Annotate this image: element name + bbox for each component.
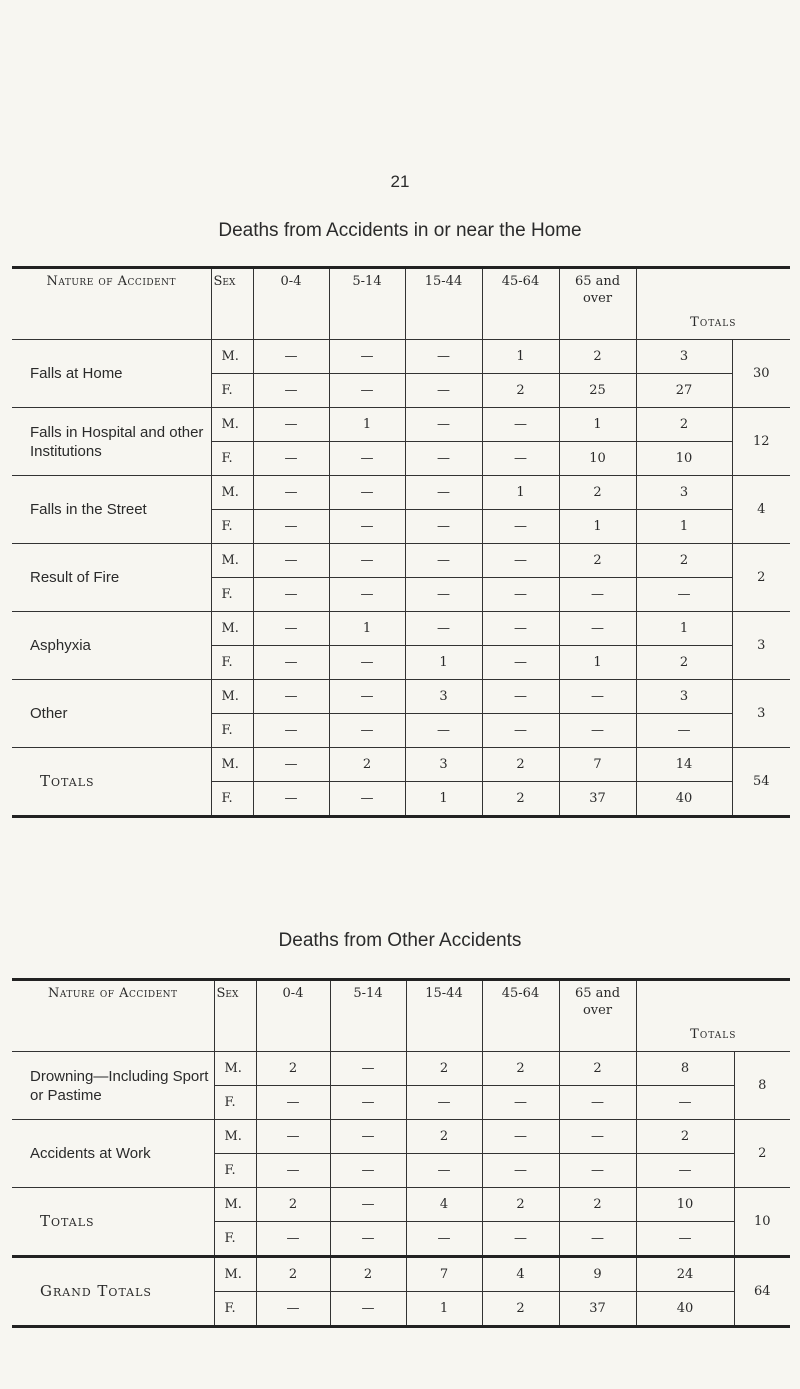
accident-nature: Drowning—Including Sport or Pastime — [12, 1052, 214, 1120]
sex-cell: F. — [211, 510, 253, 544]
age-value-cell: — — [406, 1154, 482, 1188]
age-header: 5-14 — [330, 980, 406, 1052]
age-value-cell: — — [330, 1086, 406, 1120]
age-value-cell: 1 — [405, 782, 482, 817]
nature-header: Nature of Accident — [12, 980, 214, 1052]
age-value-cell: — — [329, 340, 405, 374]
nature-header: Nature of Accident — [12, 268, 211, 340]
age-value-cell: — — [329, 782, 405, 817]
age-value-cell: — — [253, 680, 329, 714]
sex-cell: M. — [214, 1188, 256, 1222]
grand-sex-total-cell: 24 — [636, 1257, 734, 1292]
age-value-cell: — — [253, 510, 329, 544]
table-row — [12, 408, 790, 442]
header-row — [12, 980, 790, 1052]
age-value-cell: — — [405, 612, 482, 646]
age-value-cell: — — [482, 612, 559, 646]
age-value-cell: — — [559, 612, 636, 646]
age-value-cell: — — [559, 680, 636, 714]
sex-cell: F. — [211, 646, 253, 680]
grand-age-value-cell: 2 — [482, 1292, 559, 1327]
age-header: 15-44 — [405, 268, 482, 340]
age-value-cell: 1 — [329, 408, 405, 442]
age-value-cell: 2 — [482, 748, 559, 782]
age-value-cell: — — [559, 1086, 636, 1120]
age-header: 65 and over — [559, 980, 636, 1052]
age-value-cell: — — [253, 578, 329, 612]
age-value-cell: 2 — [482, 374, 559, 408]
grand-age-value-cell: 9 — [559, 1257, 636, 1292]
accident-nature: Accidents at Work — [12, 1120, 214, 1188]
table-row — [12, 680, 790, 714]
age-value-cell: 2 — [559, 476, 636, 510]
table-row — [12, 544, 790, 578]
sex-total-cell: 2 — [636, 646, 732, 680]
age-value-cell: — — [482, 1086, 559, 1120]
age-value-cell: — — [329, 442, 405, 476]
age-value-cell: — — [256, 1154, 330, 1188]
sex-cell: F. — [211, 782, 253, 817]
category-total-cell: 10 — [734, 1188, 790, 1257]
sex-total-cell: 8 — [636, 1052, 734, 1086]
category-total-cell: 3 — [732, 680, 790, 748]
table-row — [12, 748, 790, 782]
age-value-cell: 2 — [406, 1120, 482, 1154]
sex-cell: M. — [214, 1052, 256, 1086]
accident-nature: Result of Fire — [12, 544, 211, 612]
age-value-cell: 4 — [406, 1188, 482, 1222]
age-value-cell: — — [559, 1154, 636, 1188]
age-value-cell: — — [253, 646, 329, 680]
sex-total-cell: 40 — [636, 782, 732, 817]
age-value-cell: 1 — [559, 510, 636, 544]
sex-total-cell: 1 — [636, 612, 732, 646]
age-value-cell: — — [482, 544, 559, 578]
sex-total-cell: 2 — [636, 1120, 734, 1154]
age-value-cell: — — [405, 408, 482, 442]
header-row — [12, 268, 790, 340]
age-value-cell: — — [329, 510, 405, 544]
age-value-cell: 1 — [329, 612, 405, 646]
sex-total-cell: 2 — [636, 544, 732, 578]
age-value-cell: — — [253, 612, 329, 646]
sex-total-cell: 14 — [636, 748, 732, 782]
sex-cell: F. — [211, 578, 253, 612]
sex-cell: M. — [211, 680, 253, 714]
sex-cell: F. — [214, 1292, 256, 1327]
age-value-cell: — — [253, 544, 329, 578]
age-value-cell: — — [559, 1120, 636, 1154]
age-value-cell: 3 — [405, 748, 482, 782]
age-value-cell: — — [482, 408, 559, 442]
age-value-cell: — — [406, 1086, 482, 1120]
age-value-cell: 2 — [559, 544, 636, 578]
age-value-cell: — — [329, 646, 405, 680]
age-value-cell: — — [405, 510, 482, 544]
grand-age-value-cell: 4 — [482, 1257, 559, 1292]
grand-age-value-cell: — — [256, 1292, 330, 1327]
sex-header: Sex — [214, 980, 256, 1052]
age-value-cell: — — [559, 1222, 636, 1257]
age-value-cell: 10 — [559, 442, 636, 476]
grand-age-value-cell: 1 — [406, 1292, 482, 1327]
age-value-cell: — — [253, 714, 329, 748]
age-value-cell: — — [256, 1222, 330, 1257]
category-total-cell: 4 — [732, 476, 790, 544]
grand-total-row — [12, 1257, 790, 1292]
age-header: 5-14 — [329, 268, 405, 340]
age-value-cell: — — [329, 374, 405, 408]
age-header: 65 and over — [559, 268, 636, 340]
age-value-cell: — — [329, 476, 405, 510]
sex-cell: F. — [211, 442, 253, 476]
sex-total-cell: 3 — [636, 476, 732, 510]
age-value-cell: — — [482, 1120, 559, 1154]
category-total-cell: 30 — [732, 340, 790, 408]
sex-total-cell: — — [636, 1222, 734, 1257]
age-value-cell: — — [405, 442, 482, 476]
sex-total-cell: — — [636, 714, 732, 748]
age-header: 15-44 — [406, 980, 482, 1052]
age-value-cell: — — [329, 680, 405, 714]
accident-nature: Other — [12, 680, 211, 748]
accident-nature: Totals — [12, 1188, 214, 1257]
grand-age-value-cell: 37 — [559, 1292, 636, 1327]
age-value-cell: — — [482, 646, 559, 680]
sex-total-cell: — — [636, 1086, 734, 1120]
accident-nature: Totals — [12, 748, 211, 817]
sex-total-cell: 10 — [636, 1188, 734, 1222]
age-value-cell: 37 — [559, 782, 636, 817]
age-value-cell: — — [253, 340, 329, 374]
sex-cell: M. — [211, 476, 253, 510]
page-number: 21 — [390, 172, 410, 191]
age-header: 45-64 — [482, 980, 559, 1052]
grand-age-value-cell: 2 — [330, 1257, 406, 1292]
other-accidents-table — [12, 978, 790, 1328]
table-row — [12, 476, 790, 510]
age-value-cell: — — [405, 544, 482, 578]
sex-cell: F. — [214, 1086, 256, 1120]
sex-total-cell: — — [636, 578, 732, 612]
age-value-cell: — — [253, 782, 329, 817]
age-value-cell: — — [330, 1052, 406, 1086]
age-value-cell: — — [329, 544, 405, 578]
age-value-cell: 25 — [559, 374, 636, 408]
category-total-cell: 12 — [732, 408, 790, 476]
totals-header: Totals — [690, 315, 737, 330]
age-value-cell: 2 — [559, 1052, 636, 1086]
age-value-cell: — — [329, 578, 405, 612]
age-value-cell: — — [482, 510, 559, 544]
age-value-cell: 2 — [482, 1052, 559, 1086]
age-value-cell: — — [559, 714, 636, 748]
age-value-cell: 2 — [256, 1052, 330, 1086]
sex-total-cell: — — [636, 1154, 734, 1188]
sex-cell: F. — [211, 374, 253, 408]
category-total-cell: 2 — [734, 1120, 790, 1188]
age-value-cell: — — [330, 1154, 406, 1188]
sex-total-cell: 1 — [636, 510, 732, 544]
table-row — [12, 1188, 790, 1222]
sex-total-cell: 27 — [636, 374, 732, 408]
age-value-cell: 1 — [482, 340, 559, 374]
sex-cell: F. — [214, 1154, 256, 1188]
sex-cell: M. — [214, 1257, 256, 1292]
sex-total-cell: 10 — [636, 442, 732, 476]
accident-nature: Falls in Hospital and other Institutions — [12, 408, 211, 476]
age-value-cell: — — [482, 1154, 559, 1188]
age-value-cell: 2 — [559, 340, 636, 374]
category-total-cell: 2 — [732, 544, 790, 612]
age-value-cell: 1 — [559, 646, 636, 680]
sex-total-cell: 3 — [636, 680, 732, 714]
grand-total-cell: 64 — [734, 1257, 790, 1327]
table-row — [12, 612, 790, 646]
age-value-cell: — — [482, 1222, 559, 1257]
age-value-cell: — — [253, 374, 329, 408]
grand-totals-label: Grand Totals — [12, 1257, 214, 1327]
age-header: 0-4 — [253, 268, 329, 340]
age-value-cell: 2 — [256, 1188, 330, 1222]
age-value-cell: — — [405, 578, 482, 612]
age-value-cell: 1 — [559, 408, 636, 442]
age-value-cell: — — [329, 714, 405, 748]
sex-cell: M. — [211, 748, 253, 782]
sex-total-cell: 3 — [636, 340, 732, 374]
age-value-cell: — — [482, 442, 559, 476]
age-value-cell: — — [405, 374, 482, 408]
sex-cell: M. — [211, 340, 253, 374]
accident-nature: Asphyxia — [12, 612, 211, 680]
sex-cell: M. — [214, 1120, 256, 1154]
sex-cell: F. — [211, 714, 253, 748]
age-value-cell: 7 — [559, 748, 636, 782]
sex-cell: M. — [211, 612, 253, 646]
age-value-cell: 2 — [559, 1188, 636, 1222]
age-value-cell: — — [559, 578, 636, 612]
grand-age-value-cell: 7 — [406, 1257, 482, 1292]
age-value-cell: — — [253, 408, 329, 442]
age-header: 0-4 — [256, 980, 330, 1052]
age-value-cell: — — [406, 1222, 482, 1257]
age-value-cell: — — [253, 748, 329, 782]
age-value-cell: — — [253, 442, 329, 476]
age-value-cell: 1 — [405, 646, 482, 680]
table-row — [12, 340, 790, 374]
sex-cell: M. — [211, 544, 253, 578]
sex-total-cell: 2 — [636, 408, 732, 442]
age-value-cell: — — [482, 578, 559, 612]
table-row — [12, 1120, 790, 1154]
age-value-cell: — — [482, 714, 559, 748]
home-accidents-table — [12, 266, 790, 818]
age-value-cell: — — [330, 1222, 406, 1257]
accident-nature: Falls in the Street — [12, 476, 211, 544]
table-row — [12, 1052, 790, 1086]
other-accidents-title: Deaths from Other Accidents — [278, 930, 522, 951]
sex-cell: F. — [214, 1222, 256, 1257]
age-value-cell: 2 — [329, 748, 405, 782]
grand-sex-total-cell: 40 — [636, 1292, 734, 1327]
age-value-cell: — — [482, 680, 559, 714]
age-value-cell: 1 — [482, 476, 559, 510]
age-value-cell: 3 — [405, 680, 482, 714]
grand-age-value-cell: 2 — [256, 1257, 330, 1292]
totals-header: Totals — [690, 1027, 737, 1042]
age-value-cell: — — [405, 476, 482, 510]
age-value-cell: — — [253, 476, 329, 510]
age-value-cell: 2 — [482, 1188, 559, 1222]
age-header: 45-64 — [482, 268, 559, 340]
sex-header: Sex — [211, 268, 253, 340]
home-accidents-title: Deaths from Accidents in or near the Home — [218, 220, 582, 241]
age-value-cell: — — [256, 1086, 330, 1120]
age-value-cell: — — [330, 1120, 406, 1154]
age-value-cell: — — [405, 340, 482, 374]
age-value-cell: 2 — [406, 1052, 482, 1086]
age-value-cell: — — [405, 714, 482, 748]
category-total-cell: 54 — [732, 748, 790, 817]
category-total-cell: 8 — [734, 1052, 790, 1120]
category-total-cell: 3 — [732, 612, 790, 680]
age-value-cell: 2 — [482, 782, 559, 817]
sex-cell: M. — [211, 408, 253, 442]
accident-nature: Falls at Home — [12, 340, 211, 408]
age-value-cell: — — [256, 1120, 330, 1154]
age-value-cell: — — [330, 1188, 406, 1222]
grand-age-value-cell: — — [330, 1292, 406, 1327]
